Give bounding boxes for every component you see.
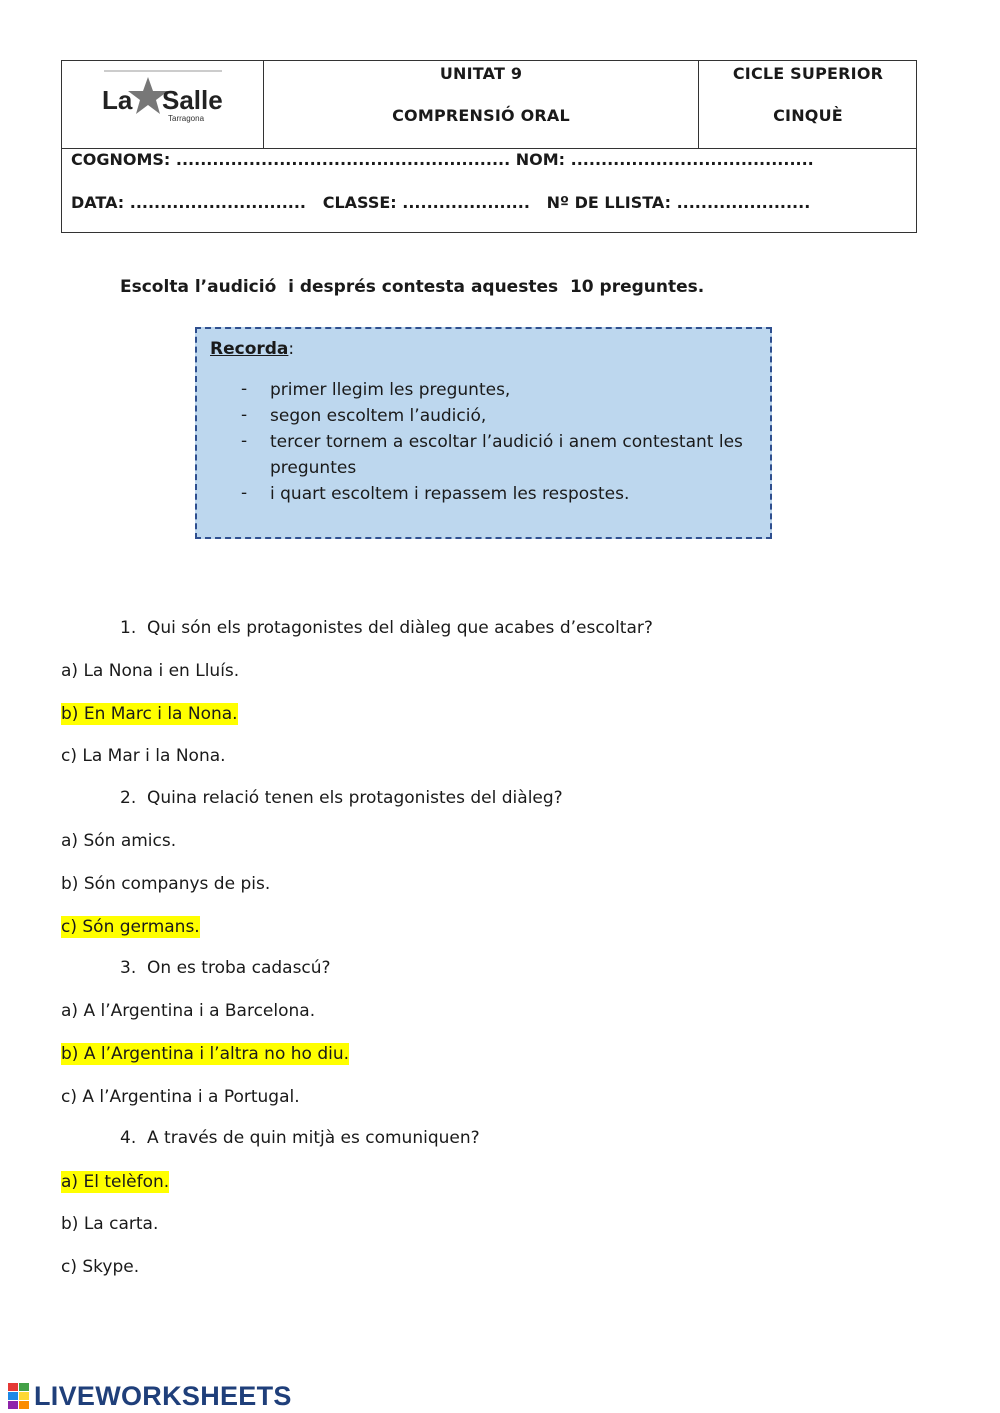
q2-option-c[interactable]: c) Són germans.	[61, 917, 200, 937]
q4-option-a[interactable]: a) El telèfon.	[61, 1172, 170, 1192]
q1-option-a[interactable]: a) La Nona i en Lluís.	[61, 661, 240, 681]
bullet-mark: -	[241, 483, 248, 503]
q1-option-b[interactable]: b) En Marc i la Nona.	[61, 704, 238, 724]
recorda-item: i quart escoltem i repassem les respostes.	[270, 484, 630, 504]
bullet-mark: -	[241, 405, 248, 425]
bullet-mark: -	[241, 379, 248, 399]
date-class-list-line[interactable]: DATA: ............................. CLASSE: ..................... Nº DE LLISTA: ......................	[71, 193, 811, 212]
logo-text-la: La	[102, 85, 133, 115]
recorda-box	[195, 327, 772, 539]
grade-title: CINQUÈ	[773, 106, 843, 125]
liveworksheets-logo	[8, 1381, 292, 1411]
q3-option-c[interactable]: c) A l’Argentina i a Portugal.	[61, 1087, 300, 1107]
q2-option-b[interactable]: b) Són companys de pis.	[61, 874, 271, 894]
question-2: 2. Quina relació tenen els protagonistes del diàleg?	[120, 788, 563, 808]
unit-title: UNITAT 9	[439, 64, 523, 83]
question-1: 1. Qui són els protagonistes del diàleg que acabes d’escoltar?	[120, 618, 653, 638]
q3-option-a[interactable]: a) A l’Argentina i a Barcelona.	[61, 1001, 316, 1021]
recorda-item: primer llegim les preguntes,	[270, 380, 511, 400]
cycle-title: CICLE SUPERIOR	[732, 64, 884, 83]
header-table	[61, 60, 917, 233]
instruction-text: Escolta l’audició i després contesta aquestes 10 preguntes.	[120, 277, 705, 297]
la-salle-logo	[100, 67, 226, 127]
footer-brand-text[interactable]: LIVEWORKSHEETS	[34, 1381, 292, 1411]
subject-title: COMPRENSIÓ ORAL	[392, 106, 570, 125]
surname-name-line[interactable]: COGNOMS: ....................................................... NOM: ........................................	[71, 150, 814, 169]
blocks-icon	[8, 1383, 30, 1411]
recorda-item: segon escoltem l’audició,	[270, 406, 487, 426]
recorda-item: tercer tornem a escoltar l’audició i anem contestant les preguntes	[270, 432, 743, 478]
question-3: 3. On es troba cadascú?	[120, 958, 331, 978]
question-4: 4. A través de quin mitjà es comuniquen?	[120, 1128, 480, 1148]
recorda-title: Recorda:	[210, 339, 295, 359]
q3-option-b[interactable]: b) A l’Argentina i l’altra no ho diu.	[61, 1044, 350, 1064]
q1-option-c[interactable]: c) La Mar i la Nona.	[61, 746, 226, 766]
logo-text-salle: Salle	[162, 85, 223, 115]
q4-option-b[interactable]: b) La carta.	[61, 1214, 159, 1234]
divider	[62, 148, 916, 149]
logo-sub: Tarragona	[168, 114, 205, 123]
bullet-mark: -	[241, 431, 248, 451]
q2-option-a[interactable]: a) Són amics.	[61, 831, 177, 851]
q4-option-c[interactable]: c) Skype.	[61, 1257, 140, 1277]
